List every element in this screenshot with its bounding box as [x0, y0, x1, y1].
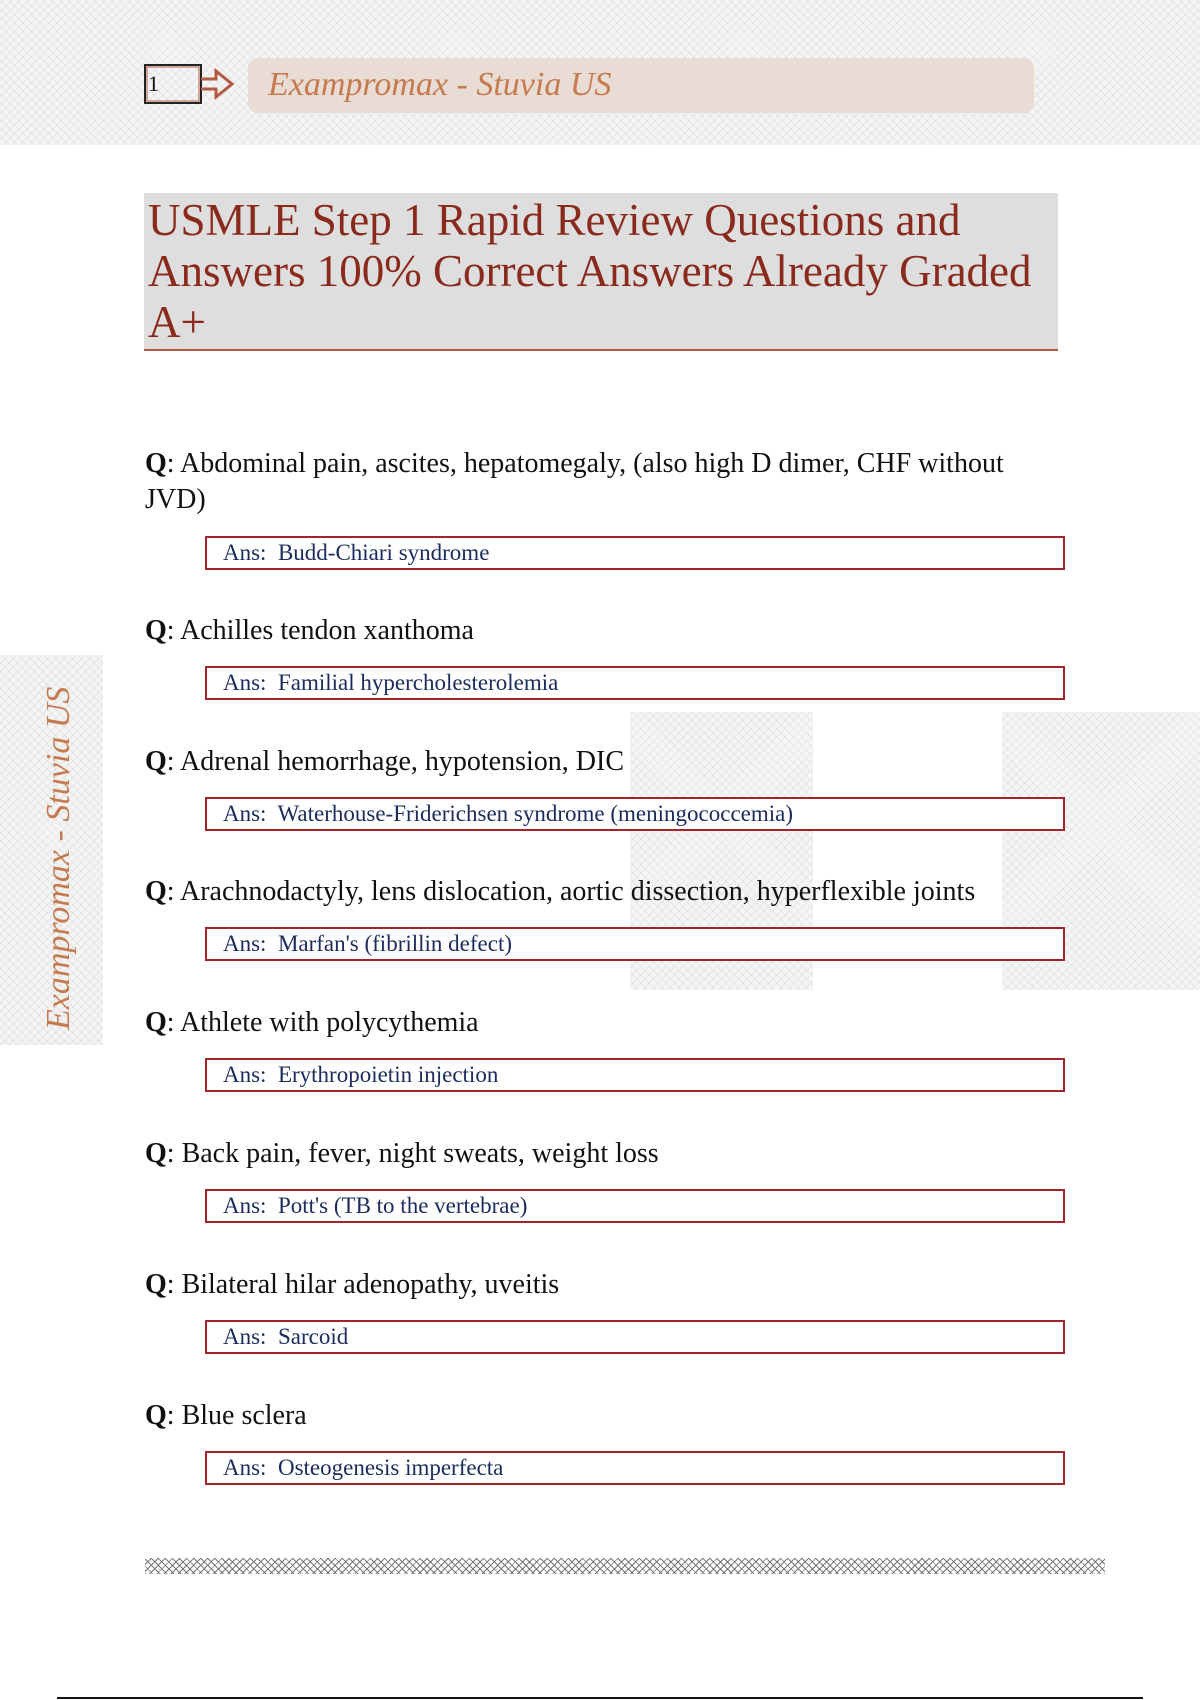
- answer-label: Ans:: [223, 1193, 267, 1218]
- header-tab: [248, 58, 1034, 113]
- question-label: Q: [145, 448, 167, 479]
- page-title: USMLE Step 1 Rapid Review Questions and Answers 100% Correct Answers Already Graded A+: [148, 195, 1032, 347]
- answer-text: Waterhouse-Friderichsen syndrome (meningococcemia): [277, 801, 794, 826]
- answer-box: [205, 927, 1065, 961]
- qa-item: [145, 1005, 1045, 1087]
- question-label: Q: [145, 1007, 167, 1038]
- question-text: Arachnodactyly, lens dislocation, aortic dissection, hyperflexible joints: [180, 876, 976, 907]
- question-text: Bilateral hilar adenopathy, uveitis: [181, 1269, 560, 1300]
- qa-item: [145, 1267, 1045, 1349]
- question: Q: Bilateral hilar adenopathy, uveitis: [145, 1269, 560, 1300]
- qa-item: [145, 1398, 1045, 1480]
- question-text: Adrenal hemorrhage, hypotension, DIC: [180, 746, 625, 777]
- question-text: Abdominal pain, ascites, hepatomegaly, (also high D dimer, CHF without JVD): [145, 448, 1004, 515]
- answer-text: Erythropoietin injection: [277, 1062, 499, 1087]
- answer-box: [205, 1320, 1065, 1354]
- answer-text: Sarcoid: [277, 1324, 349, 1349]
- question: Q: Abdominal pain, ascites, hepatomegaly, (also high D dimer, CHF without JVD): [145, 448, 1004, 515]
- bottom-divider: [145, 1558, 1105, 1574]
- answer-text: Marfan's (fibrillin defect): [277, 931, 512, 956]
- question-text: Athlete with polycythemia: [180, 1007, 479, 1038]
- answer-box: [205, 1451, 1065, 1485]
- answer-label: Ans:: [223, 1062, 267, 1087]
- question: Q: Blue sclera: [145, 1400, 307, 1431]
- answer-box: [205, 797, 1065, 831]
- qa-item: [145, 613, 1045, 695]
- answer-text: Budd-Chiari syndrome: [277, 540, 490, 565]
- question-text: Blue sclera: [181, 1400, 307, 1431]
- qa-item: [145, 1136, 1045, 1218]
- qa-item: [145, 446, 1045, 565]
- answer-box: [205, 1058, 1065, 1092]
- answer-label: Ans:: [223, 1324, 267, 1349]
- answer-label: Ans:: [223, 931, 267, 956]
- answer-box: [205, 536, 1065, 570]
- question-text: Back pain, fever, night sweats, weight loss: [181, 1138, 659, 1169]
- answer-text: Osteogenesis imperfecta: [277, 1455, 504, 1480]
- question-label: Q: [145, 1138, 167, 1169]
- question: Q: Adrenal hemorrhage, hypotension, DIC: [145, 746, 625, 777]
- question: Q: Athlete with polycythemia: [145, 1007, 479, 1038]
- answer-label: Ans:: [223, 801, 267, 826]
- question-label: Q: [145, 746, 167, 777]
- qa-item: [145, 874, 1045, 956]
- question-text: Achilles tendon xanthoma: [180, 615, 474, 646]
- question: Q: Arachnodactyly, lens dislocation, aortic dissection, hyperflexible joints: [145, 876, 976, 907]
- answer-text: Familial hypercholesterolemia: [277, 670, 559, 695]
- answer-text: Pott's (TB to the vertebrae): [277, 1193, 528, 1218]
- title-box: [144, 193, 1058, 351]
- header-brand: Exampromax - Stuvia US: [268, 66, 612, 103]
- answer-label: Ans:: [223, 1455, 267, 1480]
- page-number: 1: [148, 71, 159, 96]
- question-label: Q: [145, 615, 167, 646]
- answer-label: Ans:: [223, 540, 267, 565]
- answer-box: [205, 1189, 1065, 1223]
- side-brand: Exampromax - Stuvia US: [40, 686, 77, 1030]
- question-label: Q: [145, 876, 167, 907]
- question-label: Q: [145, 1269, 167, 1300]
- question: Q: Back pain, fever, night sweats, weight loss: [145, 1138, 659, 1169]
- question-label: Q: [145, 1400, 167, 1431]
- question: Q: Achilles tendon xanthoma: [145, 615, 474, 646]
- answer-label: Ans:: [223, 670, 267, 695]
- footer-rule: [57, 1697, 1143, 1699]
- answer-box: [205, 666, 1065, 700]
- qa-item: [145, 744, 1045, 826]
- page-number-box: [144, 63, 232, 105]
